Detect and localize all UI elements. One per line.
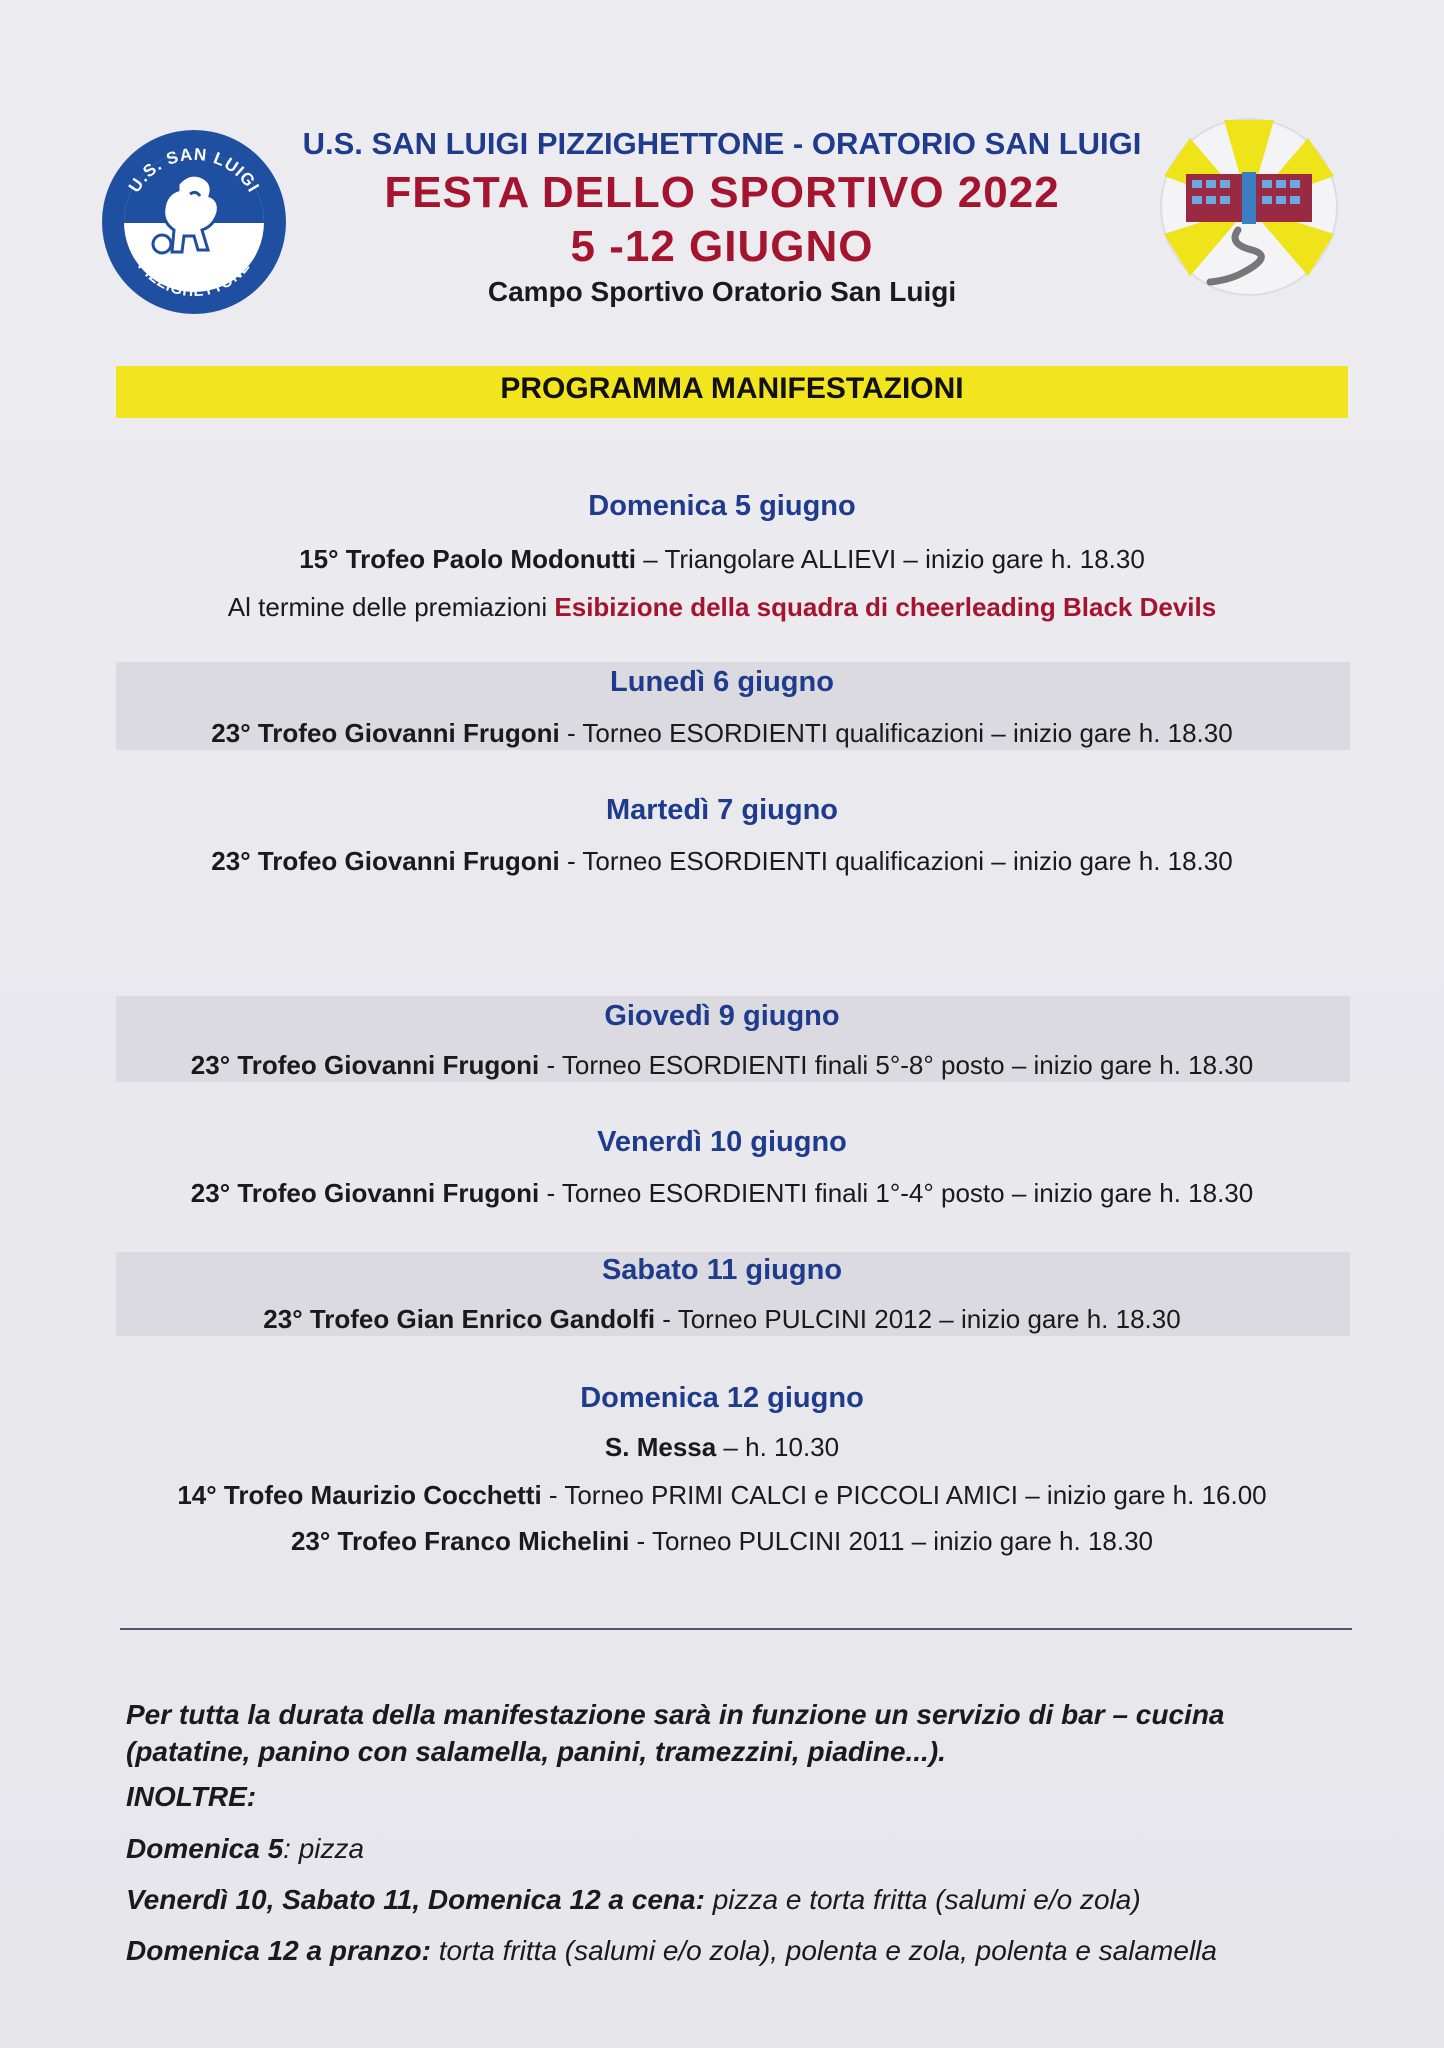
service-line-2: (patatine, panino con salamella, panini, tramezzini, piadine...). (126, 1736, 946, 1767)
trophy-name: 23° Trofeo Giovanni Frugoni (211, 718, 560, 748)
event-venue: Campo Sportivo Oratorio San Luigi (487, 276, 957, 307)
event-detail: - Torneo ESORDIENTI qualificazioni – inizio gare h. 18.30 (559, 718, 1233, 748)
day-heading: Domenica 12 giugno (580, 1382, 864, 1414)
trophy-name: 23° Trofeo Giovanni Frugoni (190, 1050, 540, 1080)
event-detail: - Torneo ESORDIENTI qualificazioni – inizio gare h. 18.30 (559, 846, 1233, 876)
event-detail: - Torneo PRIMI CALCI e PICCOLI AMICI – inizio gare h. 16.00 (541, 1480, 1267, 1510)
trophy-name: 23° Trofeo Franco Michelini (290, 1526, 630, 1556)
menu-day: Domenica 5 (126, 1833, 284, 1864)
event-line (0, 1050, 1444, 1081)
cheerleading-highlight: Esibizione della squadra di cheerleading Black Devils (554, 592, 1217, 622)
menu-item (126, 1932, 1366, 1969)
service-line-1: Per tutta la durata della manifestazione sarà in funzione un servizio di bar – cucina (126, 1699, 1225, 1730)
event-dates: 5 -12 GIUGNO (570, 222, 874, 271)
day-heading: Lunedì 6 giugno (610, 666, 834, 698)
event-line (0, 1178, 1444, 1209)
menu-detail: torta fritta (salumi e/o zola), polenta e zola, polenta e salamella (430, 1935, 1217, 1966)
event-title: FESTA DELLO SPORTIVO 2022 (384, 168, 1060, 217)
trophy-name: S. Messa (604, 1432, 717, 1462)
menu-item (126, 1830, 1366, 1867)
event-line (0, 1526, 1444, 1557)
oratorio-building-icon (1186, 172, 1312, 224)
menu-day: Venerdì 10, Sabato 11, Domenica 12 a cena: (126, 1884, 705, 1915)
day-heading: Giovedì 9 giugno (604, 1000, 840, 1032)
day-heading: Venerdì 10 giugno (597, 1126, 847, 1158)
event-line (0, 1480, 1444, 1511)
event-line (0, 1432, 1444, 1463)
day-heading: Martedì 7 giugno (606, 794, 838, 826)
trophy-name: 14° Trofeo Maurizio Cocchetti (177, 1480, 542, 1510)
inoltre-label: INOLTRE: (126, 1781, 257, 1812)
event-detail: – h. 10.30 (716, 1432, 840, 1462)
trophy-name: 23° Trofeo Giovanni Frugoni (211, 846, 560, 876)
event-detail: Al termine delle premiazioni (227, 592, 555, 622)
menu-item (126, 1881, 1366, 1918)
event-detail: - Torneo PULCINI 2011 – inizio gare h. 18.30 (629, 1526, 1154, 1556)
bar-service-note (126, 1733, 1366, 1770)
divider (120, 1628, 1352, 1630)
oratorio-logo (1158, 116, 1340, 298)
trophy-name: 15° Trofeo Paolo Modonutti (299, 544, 637, 574)
day-heading: Sabato 11 giugno (601, 1254, 843, 1286)
menu-day: Domenica 12 a pranzo: (126, 1935, 431, 1966)
event-detail: – Triangolare ALLIEVI – inizio gare h. 18.30 (636, 544, 1145, 574)
event-line (0, 592, 1444, 623)
day-heading: Domenica 5 giugno (588, 490, 856, 522)
logo-text-top: U.S. SAN LUIGI (124, 144, 264, 196)
event-detail: - Torneo ESORDIENTI finali 5°-8° posto – inizio gare h. 18.30 (539, 1050, 1254, 1080)
trophy-name: 23° Trofeo Giovanni Frugoni (190, 1178, 540, 1208)
logo-text-bottom: PIZZIGHETTONE (134, 257, 254, 301)
event-line (0, 1304, 1444, 1335)
trophy-name: 23° Trofeo Gian Enrico Gandolfi (263, 1304, 656, 1334)
program-title: PROGRAMMA MANIFESTAZIONI (500, 372, 964, 405)
bar-service-note (126, 1696, 1366, 1733)
event-detail: - Torneo ESORDIENTI finali 1°-4° posto – inizio gare h. 18.30 (539, 1178, 1254, 1208)
event-line (0, 718, 1444, 749)
event-line (0, 846, 1444, 877)
event-detail: - Torneo PULCINI 2012 – inizio gare h. 18.30 (655, 1304, 1181, 1334)
event-line (0, 544, 1444, 575)
inoltre-heading (126, 1778, 1366, 1815)
menu-detail: : pizza (283, 1833, 365, 1864)
menu-detail: pizza e torta fritta (salumi e/o zola) (704, 1884, 1141, 1915)
football-icon (153, 235, 171, 253)
club-line: U.S. SAN LUIGI PIZZIGHETTONE - ORATORIO SAN LUIGI (302, 126, 1142, 161)
